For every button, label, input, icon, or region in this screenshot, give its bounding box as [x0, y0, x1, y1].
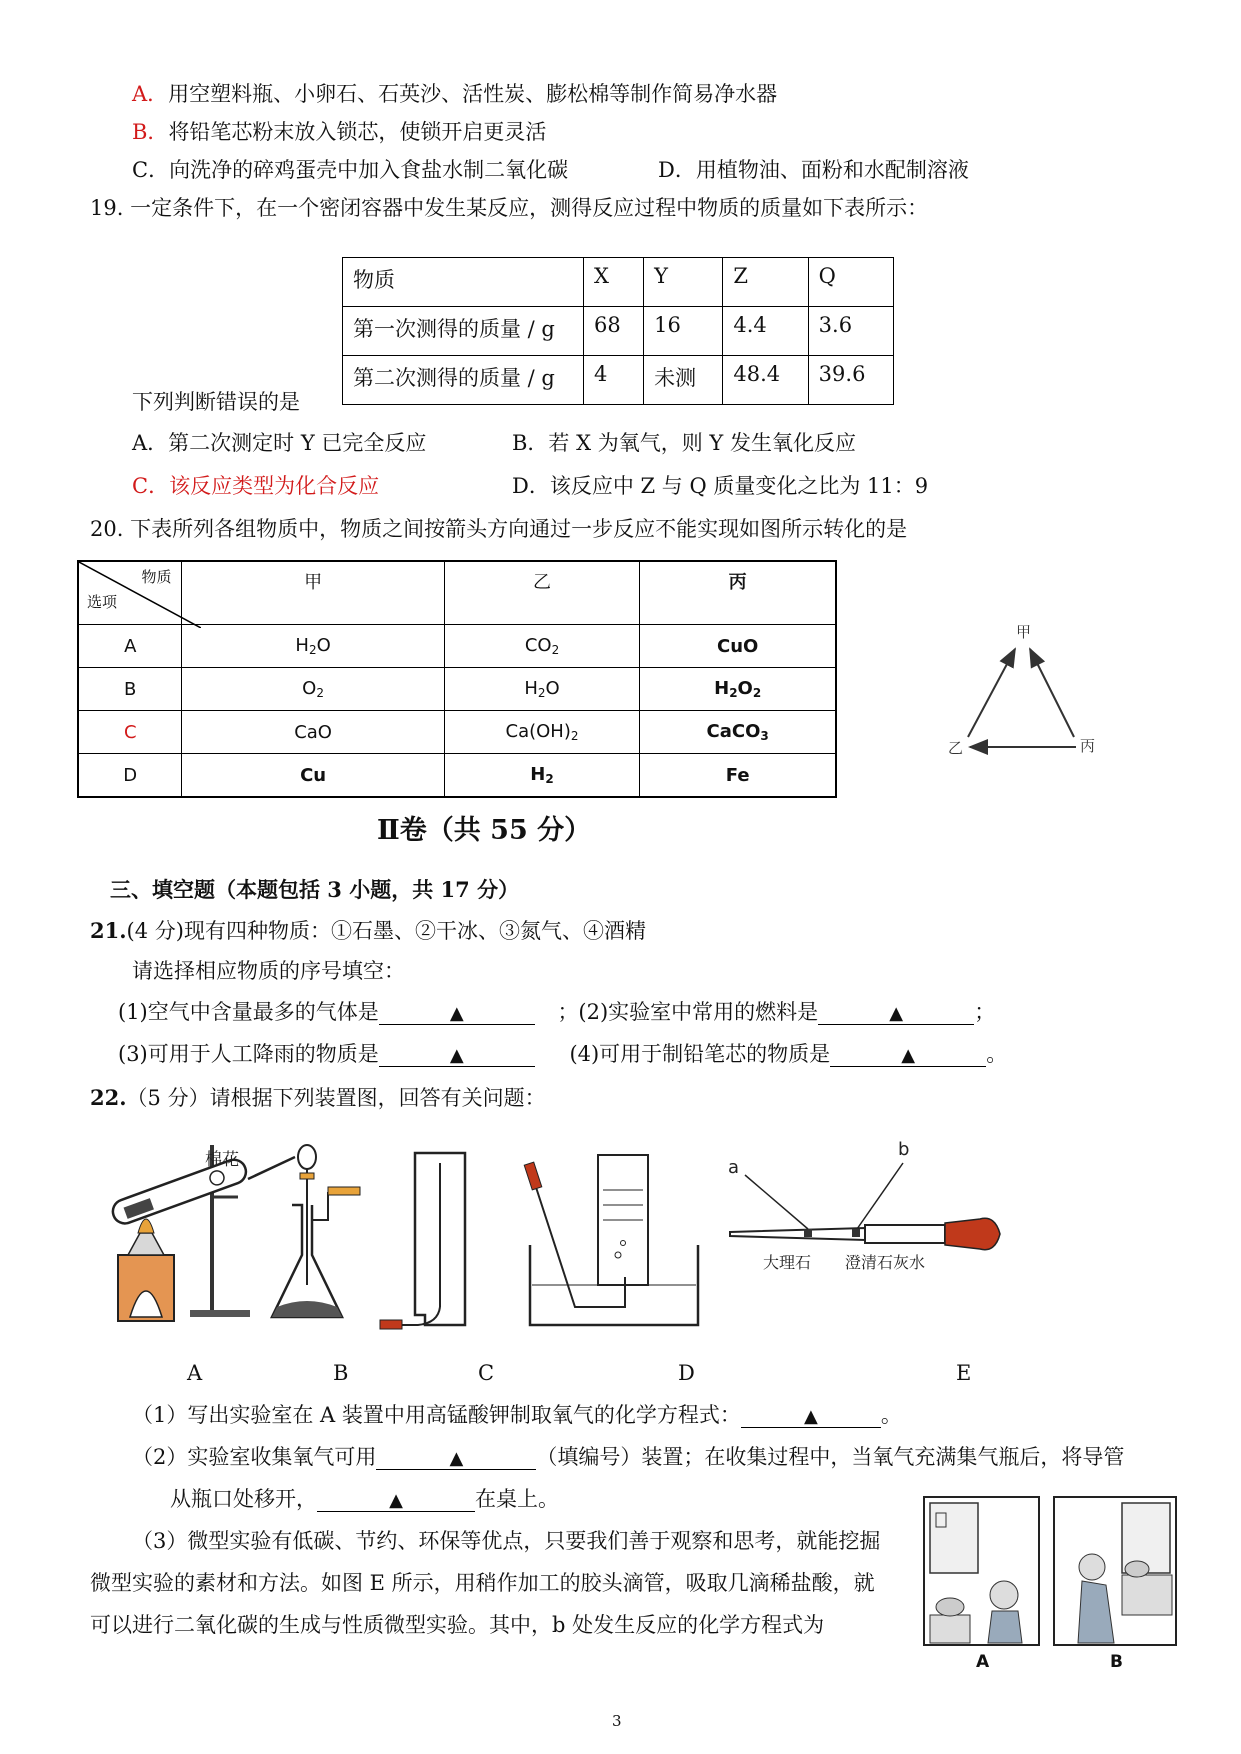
formula-subscript: 2 — [308, 643, 317, 657]
q18-option-a — [132, 82, 777, 107]
formula-text: O — [545, 678, 560, 699]
header-bottom-label: 选项 — [87, 593, 118, 611]
punctuation: 。 — [986, 1042, 1008, 1066]
option-cell: B — [78, 668, 182, 711]
q19-option-b: B．若 X 为氧气，则 Y 发生氧化反应 — [512, 431, 856, 455]
q19-option-a: A．第二次测定时 Y 已完全反应 — [132, 431, 427, 455]
node-yi: 乙 — [948, 739, 964, 757]
question-text: （1）写出实验室在 A 装置中用高锰酸钾制取氧气的化学方程式： — [132, 1403, 741, 1427]
formula-text: O — [302, 678, 317, 699]
q22-sub-3-line-2: 微型实验的素材和方法。如图 E 所示，用稍作加工的胶头滴管，吸取几滴稀盐酸，就 — [90, 1571, 875, 1595]
punctuation: 。 — [880, 1403, 902, 1427]
table-row — [78, 754, 836, 798]
node-bing: 丙 — [1080, 737, 1096, 755]
column-header-yi: 乙 — [444, 561, 640, 625]
picture-b — [1054, 1497, 1176, 1645]
formula-text: O — [316, 635, 331, 656]
stove-icon — [930, 1615, 970, 1643]
question-text: 从瓶口处移开， — [170, 1487, 317, 1511]
table-row — [78, 668, 836, 711]
arrow-bing-to-jia — [1030, 649, 1074, 737]
arrow-yi-to-jia — [968, 649, 1015, 737]
label-b: b — [898, 1139, 910, 1160]
formula-cell — [444, 668, 640, 711]
picture-label-b: B — [1110, 1652, 1123, 1670]
table-cell: 39.6 — [808, 356, 893, 405]
question-text: ；(2)实验室中常用的燃料是 — [557, 1000, 819, 1024]
option-letter: B． — [132, 120, 169, 144]
q19-prompt: 下列判断错误的是 — [132, 390, 300, 414]
formula-text: H — [714, 678, 730, 699]
question-text: (3)可用于人工降雨的物质是 — [118, 1042, 379, 1066]
table-cell: 48.4 — [723, 356, 808, 405]
apparatus-figure — [100, 1135, 1120, 1335]
point-b-marker — [852, 1229, 860, 1237]
formula-cell — [640, 754, 836, 798]
formula-subscript: 2 — [316, 686, 324, 700]
triangle-mark-icon: ▲ — [449, 1003, 464, 1024]
delivery-tube — [248, 1157, 295, 1179]
formula-text: Ca(OH) — [505, 721, 571, 742]
option-cell: A — [78, 625, 182, 668]
lamp-cap — [128, 1233, 164, 1255]
table-cell: 4.4 — [723, 307, 808, 356]
picture-label-a: A — [976, 1652, 990, 1670]
formula-cell — [182, 668, 444, 711]
q22-sub-3-line-3: 可以进行二氧化碳的生成与性质微型实验。其中，b 处发生反应的化学方程式为 — [90, 1613, 825, 1637]
formula-text: CuO — [717, 635, 759, 657]
triangle-mark-icon: ▲ — [449, 1045, 464, 1066]
table-row — [78, 561, 836, 625]
question-text: (1)空气中含量最多的气体是 — [118, 1000, 379, 1024]
table-row — [78, 711, 836, 754]
formula-text: O — [737, 678, 753, 699]
apparatus-label-b: B — [333, 1361, 349, 1385]
limewater-label: 澄清石灰水 — [845, 1253, 926, 1272]
answer-blank-4[interactable] — [830, 1043, 986, 1067]
q21-line-1 — [118, 1000, 995, 1025]
formula-text: H — [524, 678, 538, 699]
q22-sub-3-line-1: （3）微型实验有低碳、节约、环保等优点，只要我们善于观察和思考，就能挖掘 — [132, 1529, 881, 1553]
triangle-mark-icon: ▲ — [803, 1406, 818, 1427]
table-row — [343, 258, 894, 307]
label-a: a — [728, 1157, 740, 1178]
formula-text: Fe — [725, 764, 750, 786]
triangle-mark-icon: ▲ — [901, 1045, 916, 1066]
table-cell: 3.6 — [808, 307, 893, 356]
apparatus-label-a: A — [187, 1361, 203, 1385]
formula-cell — [182, 625, 444, 668]
q19-option-d: D．该反应中 Z 与 Q 质量变化之比为 11：9 — [512, 474, 929, 498]
question-text: （2）实验室收集氧气可用 — [132, 1445, 377, 1469]
q19-stem: 19. 一定条件下，在一个密闭容器中发生某反应，测得反应过程中物质的质量如下表所示： — [90, 196, 929, 220]
formula-subscript: 2 — [729, 686, 738, 700]
picture-a — [924, 1497, 1039, 1645]
apparatus-c — [380, 1153, 465, 1329]
q19-option-c: C．该反应类型为化合反应 — [132, 474, 380, 498]
table-cell: Y — [644, 258, 723, 307]
option-text: 用空塑料瓶、小卵石、石英沙、活性炭、膨松棉等制作简易净水器 — [168, 82, 778, 106]
table-cell: 物质 — [343, 258, 584, 307]
apparatus-label-c: C — [478, 1361, 495, 1385]
conversion-triangle-diagram — [940, 615, 1110, 765]
cotton-label: 棉花 — [205, 1150, 239, 1170]
formula-cell — [182, 754, 444, 798]
stand-base — [190, 1310, 250, 1317]
triangle-mark-icon: ▲ — [449, 1448, 464, 1469]
punctuation: ； — [974, 1000, 996, 1024]
q22-stem — [90, 1085, 546, 1111]
column-header-jia: 甲 — [182, 561, 444, 625]
stove-icon — [1122, 1575, 1172, 1615]
point-a-marker — [804, 1229, 812, 1237]
q18-option-d: D．用植物油、面粉和水配制溶液 — [658, 158, 969, 182]
header-top-label: 物质 — [141, 568, 172, 586]
formula-subscript: 2 — [570, 729, 579, 743]
table-cell: 16 — [644, 307, 723, 356]
q19-table — [342, 257, 894, 405]
triangle-mark-icon: ▲ — [389, 1490, 403, 1511]
formula-subscript: 2 — [537, 686, 546, 700]
formula-subscript: 2 — [551, 643, 560, 657]
q22-sub-2 — [132, 1445, 1124, 1470]
child-head-icon — [990, 1581, 1018, 1609]
child-head-icon — [1079, 1554, 1105, 1580]
q18-option-c: C．向洗净的碎鸡蛋壳中加入食盐水制二氧化碳 — [132, 158, 569, 182]
table-row — [78, 625, 836, 668]
answer-blank-5[interactable] — [741, 1404, 881, 1428]
formula-cell — [444, 711, 640, 754]
table-cell: 第一次测得的质量 / g — [343, 307, 584, 356]
q21-instruction: 请选择相应物质的序号填空： — [132, 959, 405, 983]
question-text: （5 分）请根据下列装置图，回答有关问题： — [126, 1086, 546, 1110]
dropper-tip — [730, 1228, 865, 1240]
q22-sub-2-line-2 — [170, 1487, 559, 1512]
q18-option-b — [132, 120, 546, 145]
diagonal-header-cell — [78, 561, 182, 625]
formula-subscript: 2 — [752, 686, 762, 700]
formula-cell — [444, 625, 640, 668]
marble-label: 大理石 — [763, 1253, 812, 1272]
formula-cell — [640, 625, 836, 668]
q21-stem — [90, 918, 646, 944]
question-number: 22. — [90, 1085, 127, 1110]
formula-text: CaO — [294, 721, 332, 743]
table-cell: Q — [808, 258, 893, 307]
formula-cell — [640, 668, 836, 711]
option-cell: C — [78, 711, 182, 754]
table-cell: 4 — [584, 356, 644, 405]
side-tube — [312, 1193, 360, 1220]
formula-cell — [182, 711, 444, 754]
formula-text: H — [295, 635, 309, 656]
q20-stem: 20. 下表所列各组物质中，物质之间按箭头方向通过一步反应不能实现如图所示转化的是 — [90, 517, 908, 541]
funnel-tap — [300, 1173, 314, 1179]
triangle-mark-icon: ▲ — [889, 1003, 904, 1024]
apparatus-label-d: D — [678, 1361, 695, 1385]
table-cell: 未测 — [644, 356, 723, 405]
rubber-tube — [328, 1187, 360, 1195]
apparatus-label-e: E — [956, 1361, 972, 1385]
answer-blank-1[interactable] — [379, 1001, 535, 1025]
part-title: 三、填空题（本题包括 3 小题，共 17 分） — [110, 877, 520, 902]
page-number: 3 — [612, 1712, 622, 1730]
rubber-tube — [524, 1162, 542, 1190]
kettle-icon — [1125, 1561, 1149, 1577]
formula-subscript: 2 — [545, 772, 554, 786]
dropper-barrel — [865, 1225, 945, 1243]
rubber-bulb — [945, 1218, 1000, 1249]
apparatus-d — [524, 1155, 698, 1325]
apparatus-b — [272, 1145, 360, 1317]
q22-sub-1 — [132, 1403, 902, 1428]
table-cell: 68 — [584, 307, 644, 356]
question-text: (4)可用于制铅笔芯的物质是 — [569, 1042, 831, 1066]
option-cell: D — [78, 754, 182, 798]
option-text: 将铅笔芯粉末放入锁芯，使锁开启更灵活 — [168, 120, 547, 144]
rubber-stopper — [380, 1320, 402, 1329]
answer-blank-7[interactable] — [317, 1488, 475, 1512]
separatory-funnel — [298, 1145, 316, 1169]
node-jia: 甲 — [1016, 623, 1032, 641]
formula-text: Cu — [300, 764, 327, 786]
pointer-line-b — [857, 1163, 903, 1229]
option-letter: A． — [132, 82, 169, 106]
formula-text: CO — [524, 635, 552, 656]
flame-icon — [138, 1219, 154, 1233]
question-number: 21. — [90, 918, 127, 943]
answer-blank-6[interactable] — [376, 1446, 536, 1470]
table-cell: 第二次测得的质量 / g — [343, 356, 584, 405]
q21-line-2 — [118, 1042, 1007, 1067]
observation-pictures — [922, 1495, 1180, 1670]
table-cell: Z — [723, 258, 808, 307]
question-text: (4 分)现有四种物质：①石墨、②干冰、③氮气、④酒精 — [126, 919, 646, 943]
apparatus-a — [110, 1145, 295, 1321]
formula-subscript: 3 — [760, 729, 769, 743]
formula-text: H — [530, 764, 546, 785]
apparatus-e — [728, 1139, 1000, 1272]
section-title: Ⅱ卷（共 55 分） — [377, 815, 592, 846]
formula-cell — [444, 754, 640, 798]
formula-cell — [640, 711, 836, 754]
table-row — [343, 307, 894, 356]
kettle-icon — [936, 1598, 964, 1616]
question-text: 在桌上。 — [475, 1487, 559, 1511]
table-row — [343, 356, 894, 405]
table-cell: X — [584, 258, 644, 307]
answer-blank-2[interactable] — [818, 1001, 974, 1025]
column-header-bing: 丙 — [640, 561, 836, 625]
q20-table — [77, 560, 837, 798]
question-text: （填编号）装置；在收集过程中，当氧气充满集气瓶后，将导管 — [536, 1445, 1125, 1469]
pointer-line-a — [745, 1175, 808, 1229]
answer-blank-3[interactable] — [379, 1043, 535, 1067]
child-body-icon — [988, 1611, 1022, 1643]
formula-text: CaCO — [706, 721, 761, 742]
